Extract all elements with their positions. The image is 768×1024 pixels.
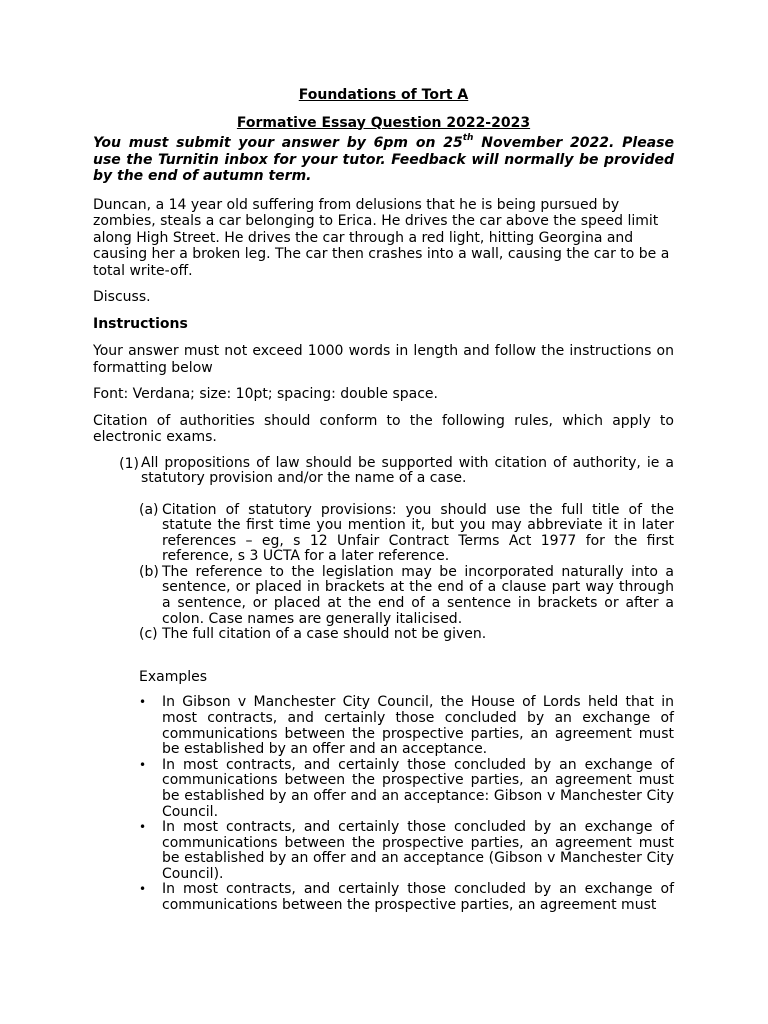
sub-rule-b	[139, 565, 674, 627]
sub-rule-marker: (a)	[139, 501, 159, 518]
sub-rule-c	[139, 627, 674, 643]
discuss-paragraph: Discuss.	[93, 289, 151, 305]
font-spec-paragraph: Font: Verdana; size: 10pt; spacing: double space.	[93, 386, 438, 402]
example-text: In Gibson v Manchester City Council, the House of Lords held that in most contracts, and certainly those concluded by an exchange of communications between the prospective parties, an agreement must be established by an offer and an acceptance.	[162, 694, 674, 758]
document-title: Foundations of Tort A	[298, 87, 469, 103]
sub-rule-a	[139, 503, 674, 565]
submission-notice	[93, 135, 674, 185]
example-text: In most contracts, and certainly those concluded by an exchange of communications between the prospective parties, an agreement must be established by an offer and an acceptance (Gibson v Manchester City Council).	[162, 819, 674, 882]
example-text: In most contracts, and certainly those concluded by an exchange of communications between the prospective parties, an agreement must	[162, 881, 674, 914]
list-item	[139, 820, 674, 882]
list-item	[139, 882, 674, 913]
instructions-heading: Instructions	[93, 315, 188, 332]
bullet-icon: •	[139, 820, 147, 835]
sub-rules-list	[139, 503, 674, 643]
notice-superscript: th	[462, 133, 474, 144]
examples-list	[139, 695, 674, 913]
notice-text-before: You must submit your answer by 6pm on 25	[93, 135, 463, 151]
scenario-paragraph: Duncan, a 14 year old suffering from delusions that he is being pursued by zombies, steals a car belonging to Erica. He drives the car above the speed limit along High Street. He drives the car through a red light, hitting Georgina and causing her a broken leg. The car then crashes into a wall, causing the car to be a total write-off.	[93, 196, 670, 279]
notice-text-after: November 2022. Please use the Turnitin inbox for your tutor. Feedback will normally be provided by the end of autumn term.	[93, 135, 674, 184]
list-item	[139, 758, 674, 820]
citation-intro-paragraph: Citation of authorities should conform to the following rules, which apply to electronic exams.	[93, 412, 674, 445]
sub-rule-text: Citation of statutory provisions: you should use the full title of the statute the first time you mention it, but you may abbreviate it in later references – eg, s 12 Unfair Contract Terms Act 1977 for the first reference, s 3 UCTA for a later reference.	[162, 501, 674, 565]
rule-item-1	[93, 456, 674, 487]
sub-rule-text: The full citation of a case should not be given.	[162, 626, 487, 643]
rule-text: All propositions of law should be supported with citation of authority, ie a statutory provision and/or the name of a case.	[141, 454, 674, 486]
list-item	[139, 695, 674, 757]
bullet-icon: •	[139, 757, 147, 772]
sub-rule-marker: (b)	[139, 563, 159, 580]
sub-rule-marker: (c)	[139, 626, 158, 643]
example-text: In most contracts, and certainly those concluded by an exchange of communications between the prospective parties, an agreement must be established by an offer and an acceptance: Gibson v Manchester City Council.	[162, 756, 674, 820]
examples-label: Examples	[139, 668, 208, 685]
rule-marker: (1)	[119, 455, 139, 472]
document-subtitle: Formative Essay Question 2022-2023	[236, 114, 531, 131]
bullet-icon: •	[139, 695, 147, 710]
word-limit-paragraph: Your answer must not exceed 1000 words in length and follow the instructions on formatting below	[93, 343, 674, 376]
bullet-icon: •	[139, 882, 147, 897]
document-body	[93, 87, 674, 914]
sub-rule-text: The reference to the legislation may be incorporated naturally into a sentence, or placed in brackets at the end of a clause part way through a sentence, or placed at the end of a sentence in brackets or after a colon. Case names are generally italicised.	[162, 563, 674, 627]
